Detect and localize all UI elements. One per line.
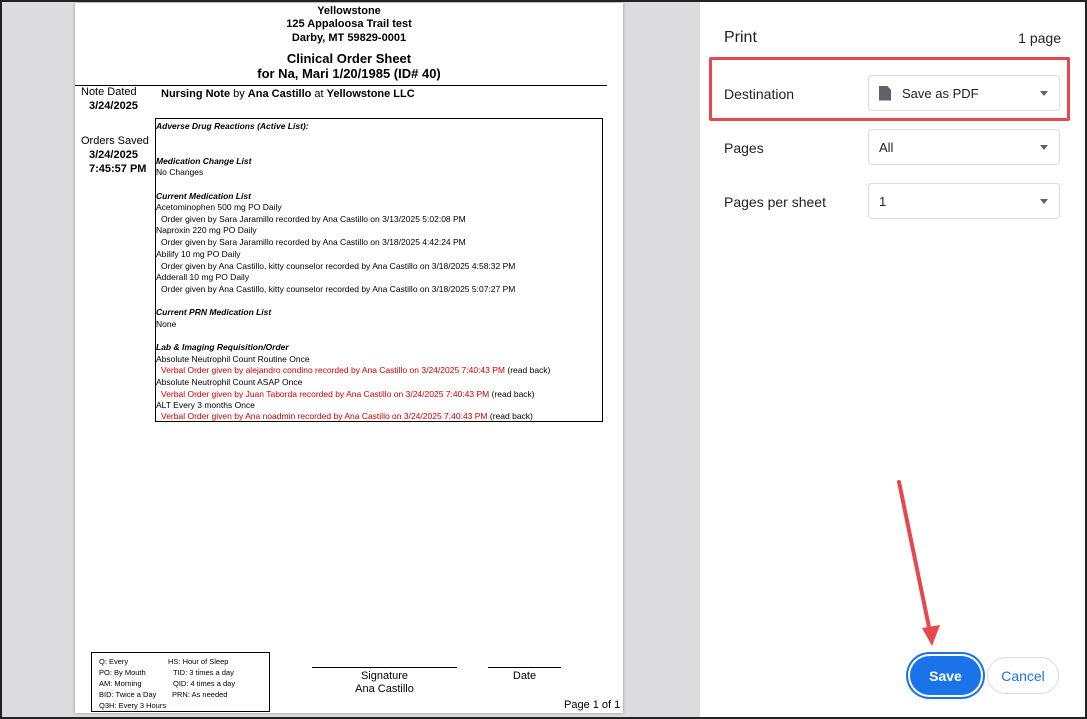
prn-heading: Current PRN Medication List	[156, 307, 272, 317]
note-at: at	[311, 88, 327, 100]
note-author: Ana Castillo	[247, 88, 312, 100]
note-type: Nursing Note	[161, 88, 231, 100]
note-org: Yellowstone LLC	[326, 88, 415, 100]
legend-item: BID: Twice a Day	[99, 690, 157, 699]
note-dated-value: 3/24/2025	[89, 100, 138, 112]
med-order: Order given by Sara Jaramillo recorded by Ana Castillo on 3/18/2025 4:42:24 PM	[161, 237, 466, 247]
lab-heading: Lab & Imaging Requisition/Order	[156, 342, 289, 352]
print-title: Print	[724, 29, 757, 46]
legend-item: QID: 4 times a day	[173, 679, 236, 688]
verbal-order-text: Verbal Order given by Ana noadmin recorded by Ana Castillo on 3/24/2025 7:40:43 PM	[161, 411, 488, 421]
verbal-order-text: Verbal Order given by Juan Taborda recorded by Ana Castillo on 3/24/2025 7:40:43 PM	[161, 389, 490, 399]
pages-per-sheet-value: 1	[879, 193, 887, 209]
pages-per-sheet-label: Pages per sheet	[724, 194, 826, 210]
destination-label: Destination	[724, 86, 795, 102]
destination-value: Save as PDF	[902, 85, 979, 101]
med-item: Naproxin 220 mg PO Daily	[156, 225, 257, 235]
patient-line: for Na, Mari 1/20/1985 (ID# 40)	[257, 66, 441, 81]
cancel-button[interactable]: Cancel	[987, 657, 1059, 694]
legend-item: AM: Morning	[99, 679, 142, 688]
signature-label: Signature	[360, 670, 409, 682]
page-number: Page 1 of 1	[564, 699, 621, 711]
med-change-heading: Medication Change List	[156, 156, 252, 166]
legend-item: Q3H: Every 3 Hours	[99, 701, 167, 710]
orders-saved-time: 7:45:57 PM	[89, 163, 147, 175]
sheet-title: Clinical Order Sheet	[286, 51, 412, 66]
address-line1: 125 Appaloosa Trail test	[286, 18, 412, 30]
orders-saved-date: 3/24/2025	[89, 149, 138, 161]
med-order: Order given by Ana Castillo, kitty counselor recorded by Ana Castillo on 3/18/2025 5:07:27 PM	[161, 284, 516, 294]
lab-item: Absolute Neutrophil Count ASAP Once	[156, 377, 303, 387]
legend-item: PRN: As needed	[172, 690, 228, 699]
med-item: Adderall 10 mg PO Daily	[156, 272, 250, 282]
address-line2: Darby, MT 59829-0001	[291, 32, 407, 44]
date-label: Date	[512, 670, 537, 682]
adverse-heading: Adverse Drug Reactions (Active List):	[156, 121, 309, 131]
orders-saved-label: Orders Saved	[81, 135, 149, 147]
read-back: (read back)	[489, 411, 533, 421]
pages-label: Pages	[724, 140, 764, 156]
legend-item: PO: By Mouth	[99, 668, 146, 677]
current-meds-heading: Current Medication List	[156, 191, 251, 201]
lab-item: Absolute Neutrophil Count Routine Once	[156, 354, 310, 364]
read-back: (read back)	[491, 389, 535, 399]
legend-item: TID: 3 times a day	[173, 668, 234, 677]
read-back: (read back)	[507, 365, 551, 375]
legend-item: HS: Hour of Sleep	[168, 657, 229, 666]
med-item: Acetominophen 500 mg PO Daily	[156, 202, 282, 212]
facility-name: Yellowstone	[317, 5, 381, 17]
signature-name: Ana Castillo	[355, 683, 414, 695]
pages-value: All	[879, 139, 894, 155]
page-count: 1 page	[1018, 30, 1061, 46]
med-order: Order given by Ana Castillo, kitty counselor recorded by Ana Castillo on 3/18/2025 4:58:32 PM	[161, 261, 516, 271]
verbal-order-text: Verbal Order given by alejandro condino recorded by Ana Castillo on 3/24/2025 7:40:43 PM	[161, 365, 506, 375]
note-dated-label: Note Dated	[81, 86, 137, 98]
prn-value: None	[156, 319, 177, 329]
legend-item: Q: Every	[99, 657, 129, 666]
note-by: by	[230, 88, 248, 100]
med-change-value: No Changes	[156, 167, 204, 177]
save-button[interactable]: Save	[910, 656, 981, 695]
lab-item: ALT Every 3 months Once	[156, 400, 255, 410]
med-order: Order given by Sara Jaramillo recorded by Ana Castillo on 3/13/2025 5:02:08 PM	[161, 214, 466, 224]
med-item: Abilify 10 mg PO Daily	[156, 249, 241, 259]
